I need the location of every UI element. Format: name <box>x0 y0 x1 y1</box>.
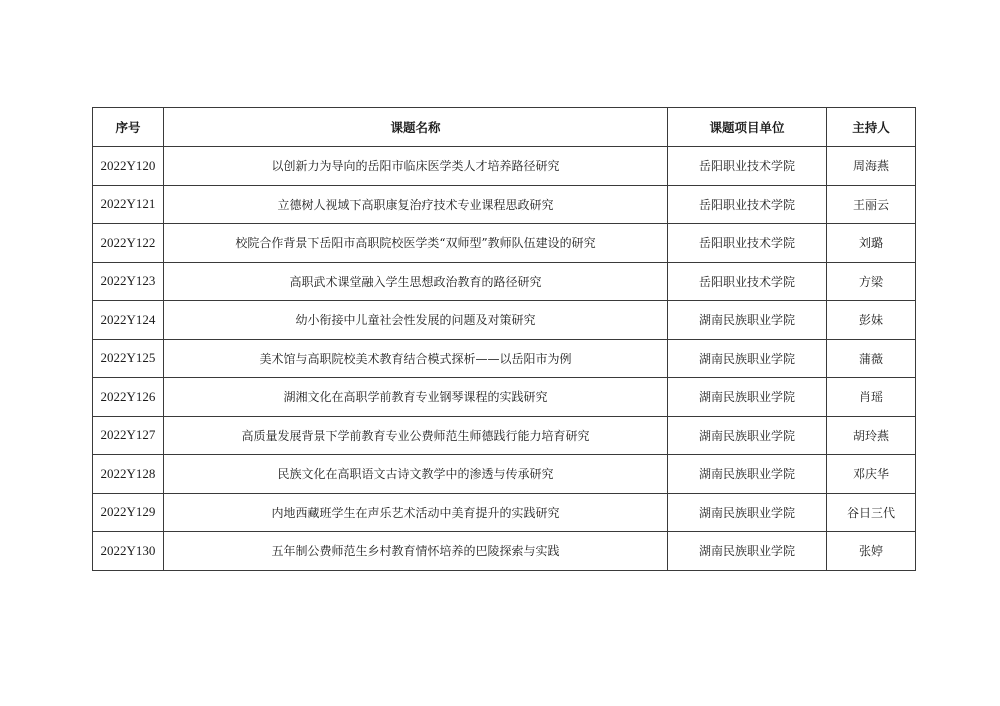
table-row <box>93 378 916 417</box>
cell-project-unit: 岳阳职业技术学院 <box>668 262 827 301</box>
cell-project-title: 幼小衔接中儿童社会性发展的问题及对策研究 <box>164 301 668 340</box>
cell-project-number: 2022Y128 <box>93 455 164 494</box>
header-row <box>93 108 916 147</box>
table-row <box>93 455 916 494</box>
cell-project-host: 王丽云 <box>827 185 916 224</box>
table-row <box>93 301 916 340</box>
cell-project-title: 民族文化在高职语文古诗文教学中的渗透与传承研究 <box>164 455 668 494</box>
cell-project-title: 湖湘文化在高职学前教育专业钢琴课程的实践研究 <box>164 378 668 417</box>
table-row <box>93 532 916 571</box>
cell-project-host: 方梁 <box>827 262 916 301</box>
header-no: 序号 <box>93 108 164 147</box>
table-row <box>93 224 916 263</box>
cell-project-number: 2022Y124 <box>93 301 164 340</box>
cell-project-host: 肖瑶 <box>827 378 916 417</box>
cell-project-unit: 湖南民族职业学院 <box>668 416 827 455</box>
table-row <box>93 493 916 532</box>
table-body <box>93 147 916 571</box>
header-host: 主持人 <box>827 108 916 147</box>
cell-project-title: 高质量发展背景下学前教育专业公费师范生师德践行能力培育研究 <box>164 416 668 455</box>
cell-project-host: 胡玲燕 <box>827 416 916 455</box>
cell-project-number: 2022Y127 <box>93 416 164 455</box>
cell-project-host: 刘璐 <box>827 224 916 263</box>
cell-project-title: 高职武术课堂融入学生思想政治教育的路径研究 <box>164 262 668 301</box>
cell-project-host: 邓庆华 <box>827 455 916 494</box>
cell-project-unit: 湖南民族职业学院 <box>668 301 827 340</box>
cell-project-number: 2022Y122 <box>93 224 164 263</box>
header-unit: 课题项目单位 <box>668 108 827 147</box>
cell-project-host: 谷日三代 <box>827 493 916 532</box>
cell-project-number: 2022Y120 <box>93 147 164 186</box>
cell-project-number: 2022Y121 <box>93 185 164 224</box>
table-row <box>93 339 916 378</box>
cell-project-number: 2022Y125 <box>93 339 164 378</box>
cell-project-title: 立德树人视域下高职康复治疗技术专业课程思政研究 <box>164 185 668 224</box>
cell-project-unit: 岳阳职业技术学院 <box>668 147 827 186</box>
table-row <box>93 147 916 186</box>
cell-project-number: 2022Y129 <box>93 493 164 532</box>
cell-project-title: 以创新力为导向的岳阳市临床医学类人才培养路径研究 <box>164 147 668 186</box>
cell-project-host: 蒲薇 <box>827 339 916 378</box>
cell-project-unit: 岳阳职业技术学院 <box>668 185 827 224</box>
cell-project-unit: 湖南民族职业学院 <box>668 455 827 494</box>
cell-project-unit: 岳阳职业技术学院 <box>668 224 827 263</box>
project-table <box>92 107 916 571</box>
cell-project-unit: 湖南民族职业学院 <box>668 532 827 571</box>
table-row <box>93 262 916 301</box>
cell-project-number: 2022Y126 <box>93 378 164 417</box>
cell-project-unit: 湖南民族职业学院 <box>668 378 827 417</box>
cell-project-title: 美术馆与高职院校美术教育结合模式探析——以岳阳市为例 <box>164 339 668 378</box>
cell-project-number: 2022Y123 <box>93 262 164 301</box>
cell-project-host: 周海燕 <box>827 147 916 186</box>
cell-project-unit: 湖南民族职业学院 <box>668 493 827 532</box>
cell-project-number: 2022Y130 <box>93 532 164 571</box>
table-row <box>93 416 916 455</box>
table-header <box>93 108 916 147</box>
table-row <box>93 185 916 224</box>
cell-project-host: 张婷 <box>827 532 916 571</box>
header-title: 课题名称 <box>164 108 668 147</box>
cell-project-title: 五年制公费师范生乡村教育情怀培养的巴陵探索与实践 <box>164 532 668 571</box>
cell-project-title: 校院合作背景下岳阳市高职院校医学类“双师型”教师队伍建设的研究 <box>164 224 668 263</box>
cell-project-unit: 湖南民族职业学院 <box>668 339 827 378</box>
cell-project-title: 内地西藏班学生在声乐艺术活动中美育提升的实践研究 <box>164 493 668 532</box>
cell-project-host: 彭妹 <box>827 301 916 340</box>
